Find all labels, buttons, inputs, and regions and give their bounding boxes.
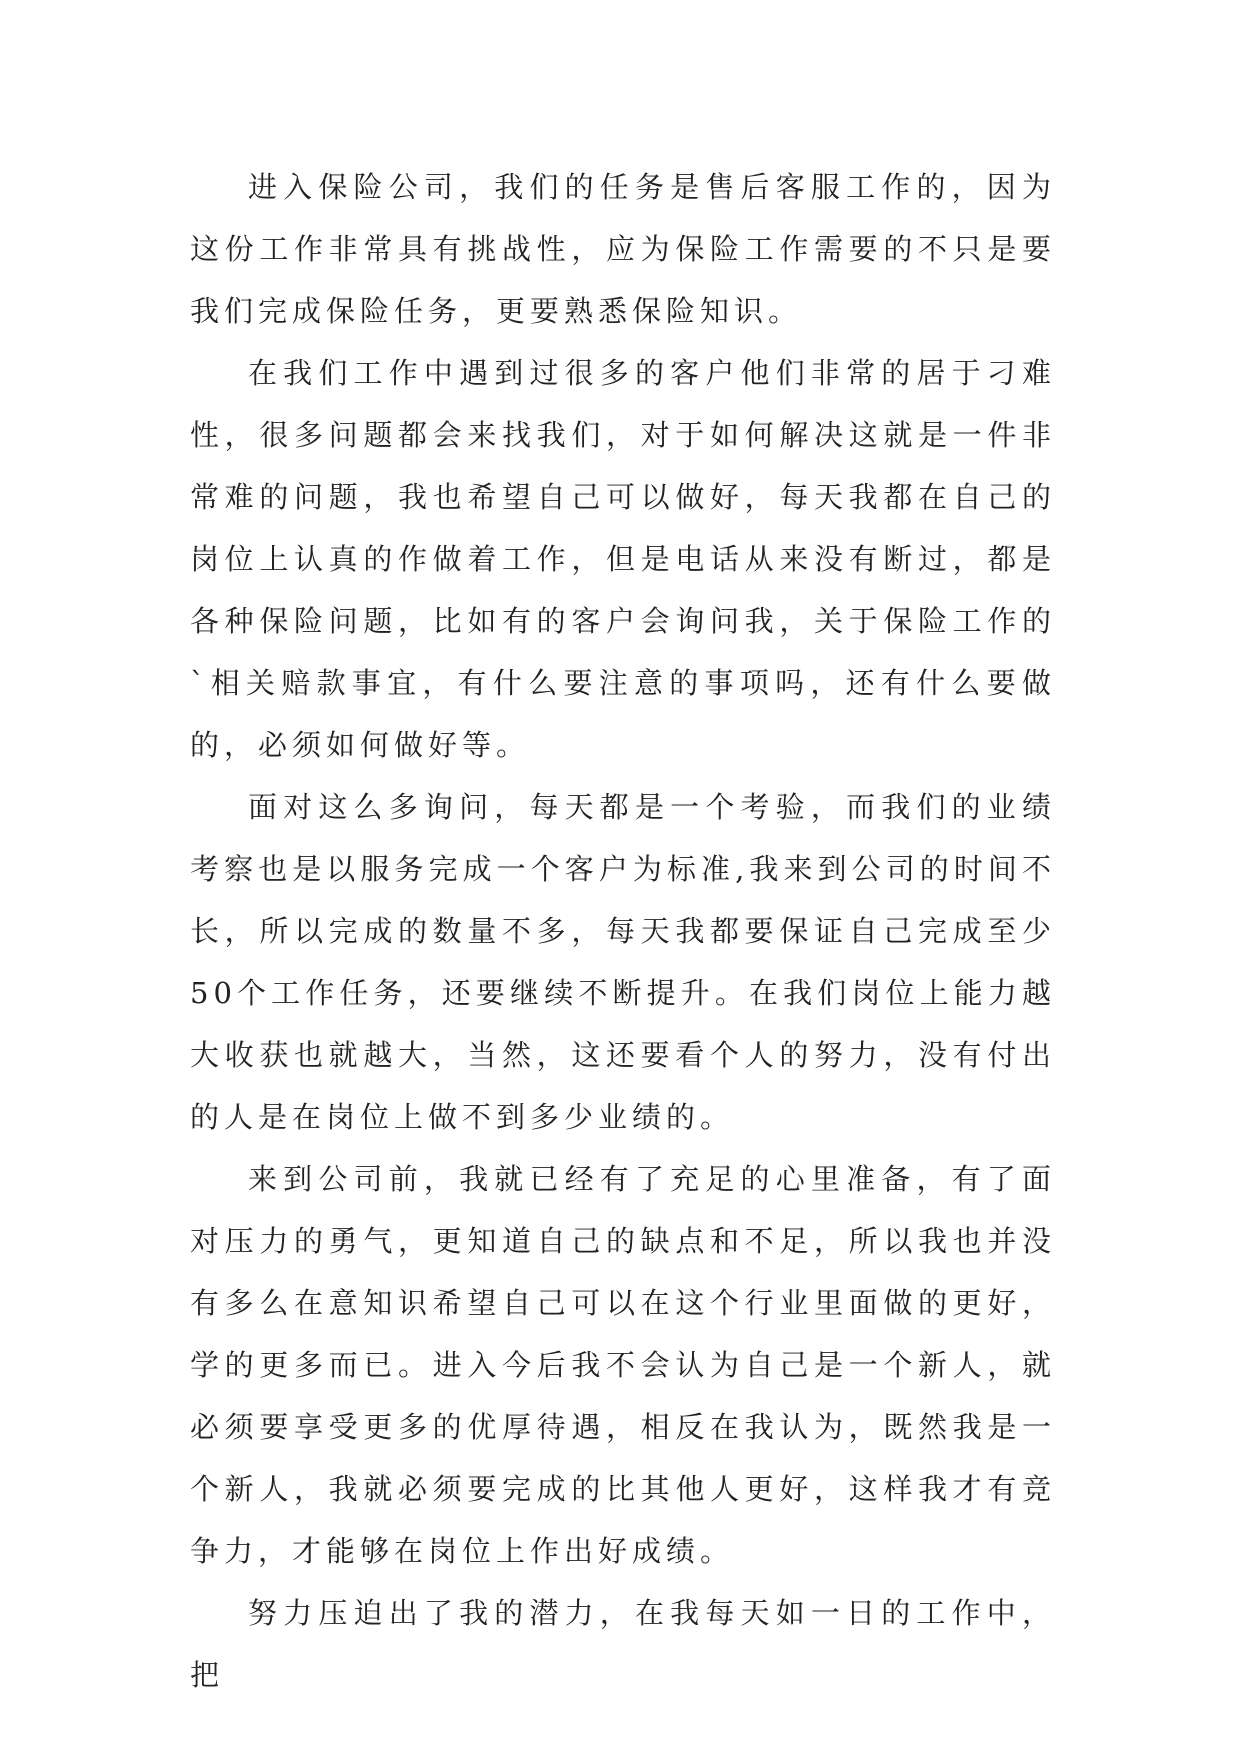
- paragraph-4: 来到公司前，我就已经有了充足的心里准备，有了面对压力的勇气，更知道自己的缺点和不足，所以我也并没有多么在意知识希望自己可以在这个行业里面做的更好，学的更多而已。进入今后我不会认为自己是一个新人，就必须要享受更多的优厚待遇，相反在我认为，既然我是一个新人，我就必须要完成的比其他人更好，这样我才有竞争力，才能够在岗位上作出好成绩。: [190, 1162, 1056, 1568]
- paragraph-2: 在我们工作中遇到过很多的客户他们非常的居于刁难性，很多问题都会来找我们，对于如何解决这就是一件非常难的问题，我也希望自己可以做好，每天我都在自己的岗位上认真的作做着工作，但是电话从来没有断过，都是各种保险问题，比如有的客户会询问我，关于保险工作的`相关赔款事宜，有什么要注意的事项吗，还有什么要做的，必须如何做好等。: [190, 356, 1056, 762]
- paragraph-3: 面对这么多询问，每天都是一个考验，而我们的业绩考察也是以服务完成一个客户为标准,我来到公司的时间不长，所以完成的数量不多，每天我都要保证自己完成至少50个工作任务，还要继续不断提升。在我们岗位上能力越大收获也就越大，当然，这还要看个人的努力，没有付出的人是在岗位上做不到多少业绩的。: [190, 790, 1056, 1134]
- document-body: [190, 156, 1056, 1706]
- paragraph-1: 进入保险公司，我们的任务是售后客服工作的，因为这份工作非常具有挑战性，应为保险工作需要的不只是要我们完成保险任务，更要熟悉保险知识。: [190, 170, 1056, 328]
- paragraph-5: 努力压迫出了我的潜力，在我每天如一日的工作中，把: [190, 1596, 1056, 1692]
